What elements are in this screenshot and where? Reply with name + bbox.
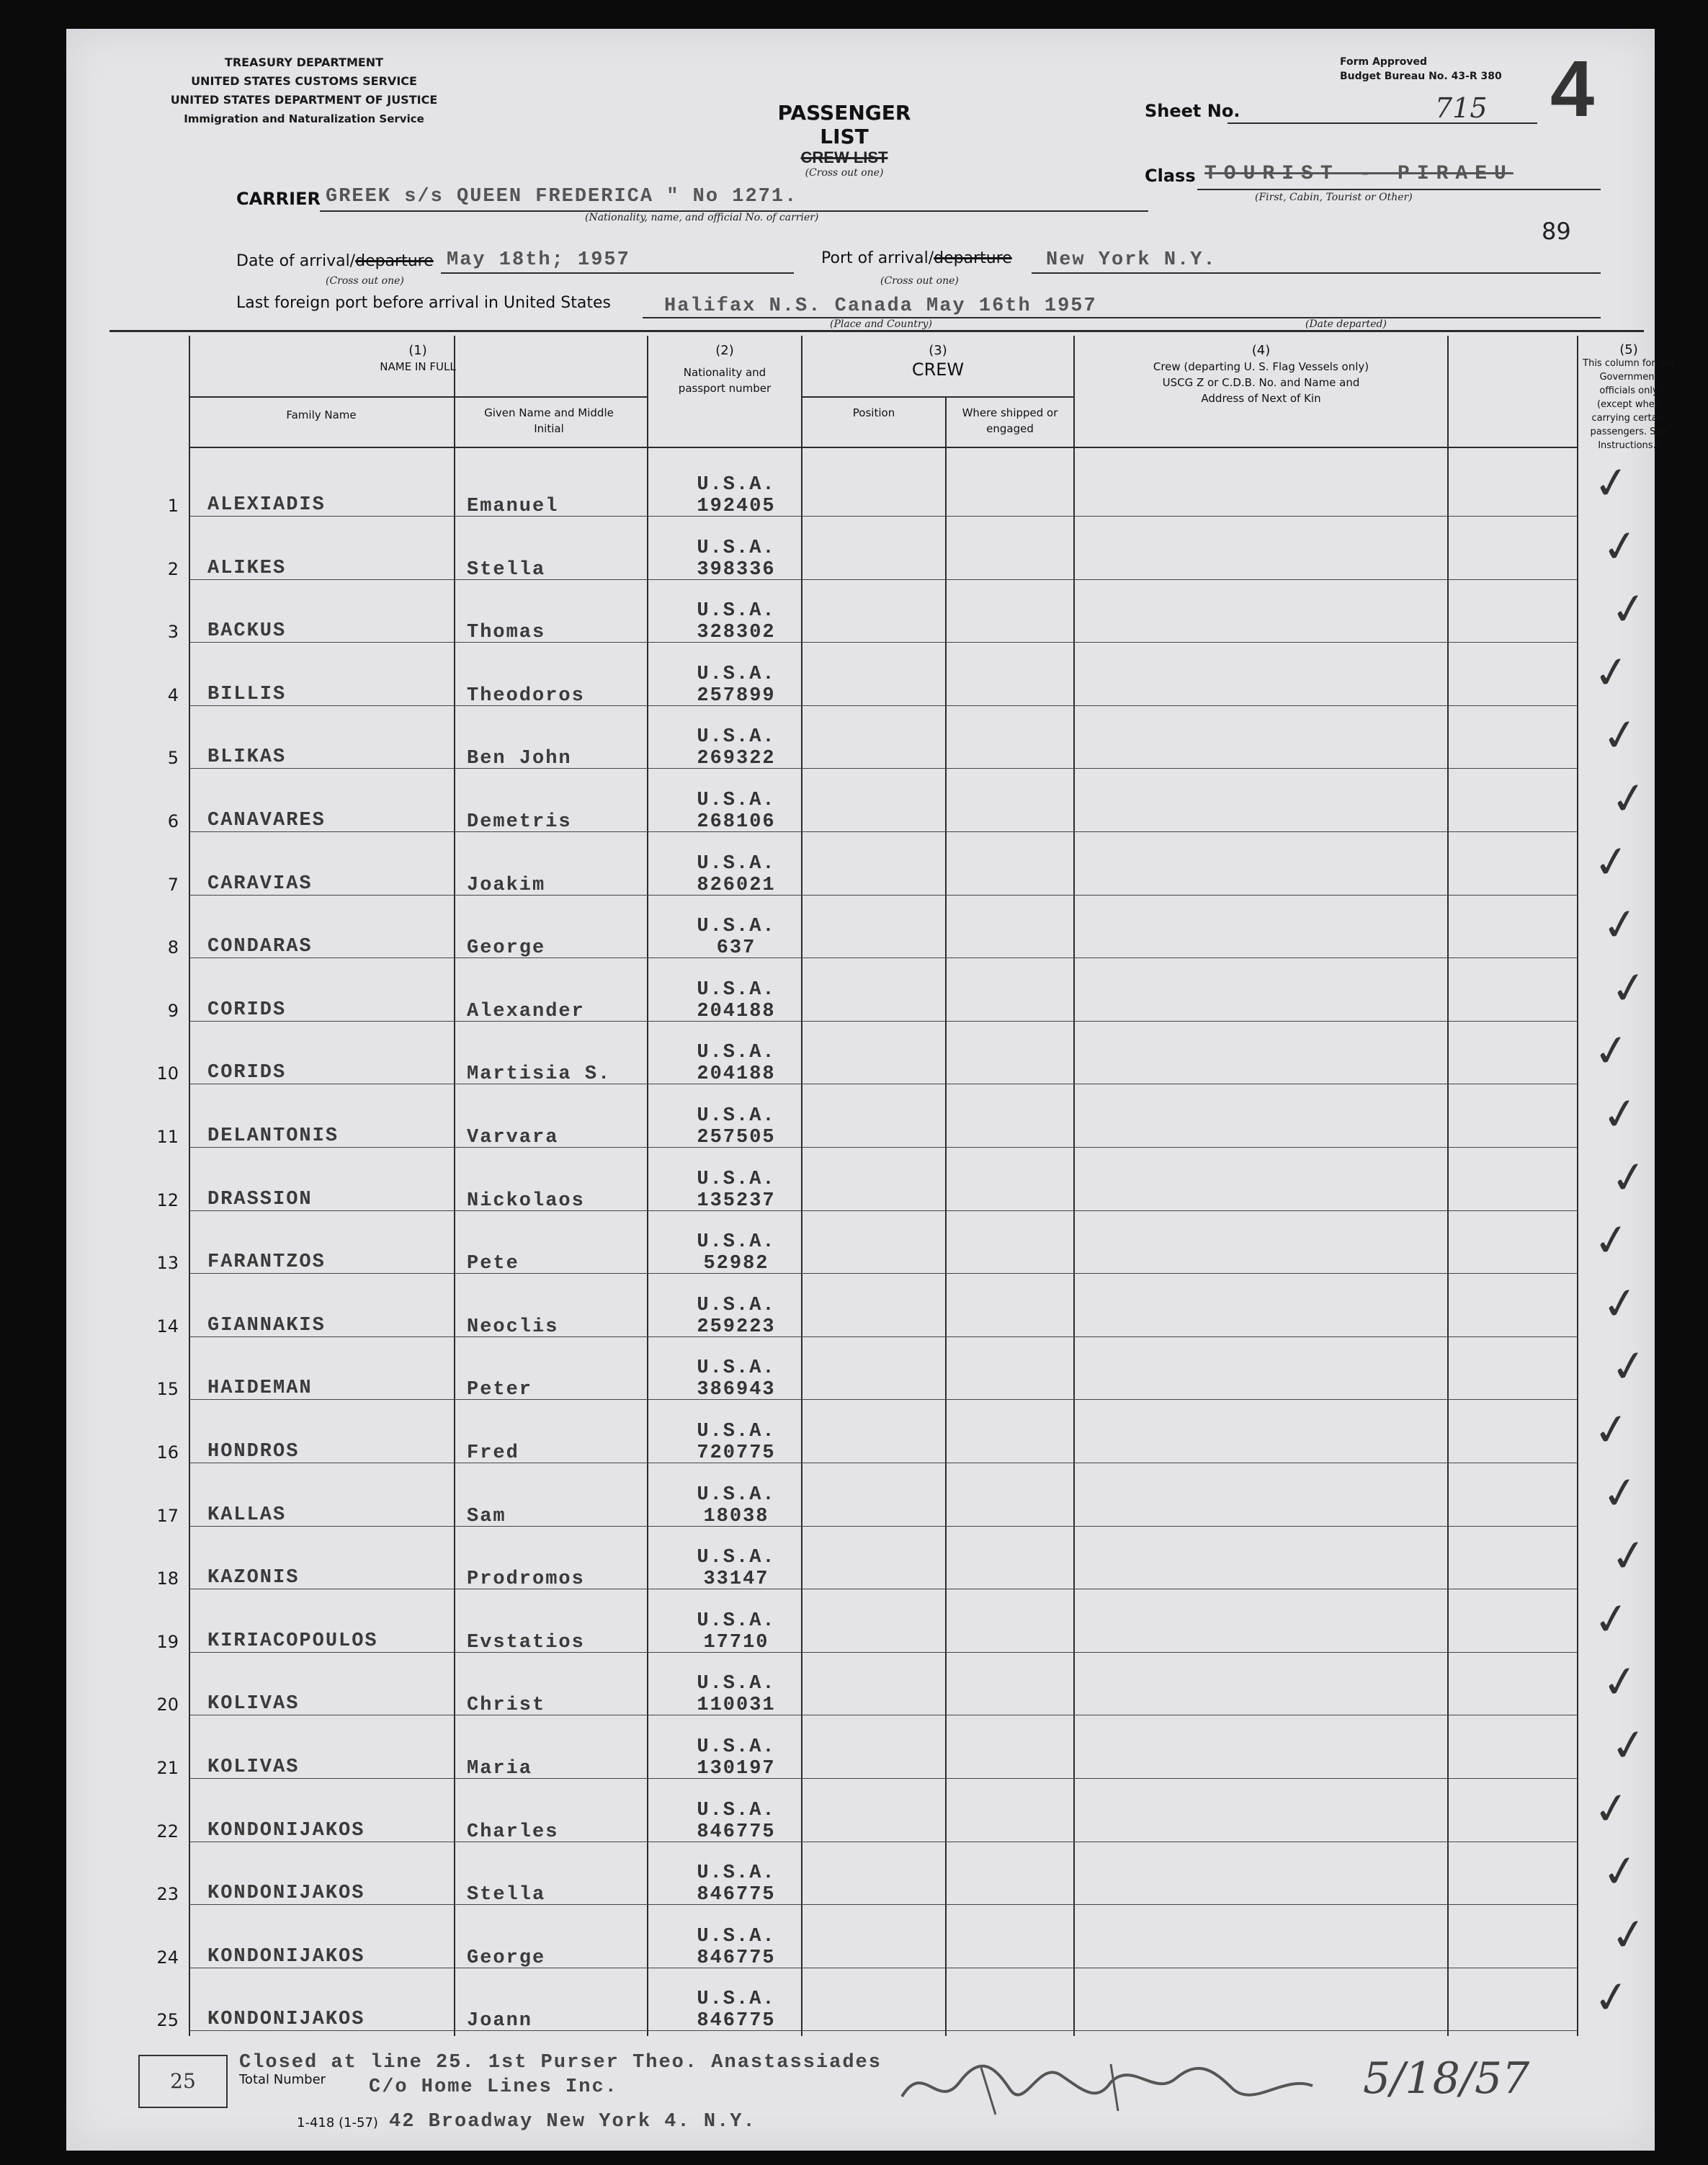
port-underline — [1032, 272, 1601, 274]
passport-number: 257505 — [697, 1127, 776, 1148]
crew-header: CREW — [911, 360, 965, 380]
nationality: U.S.A. — [697, 600, 776, 622]
row-number: 18 — [156, 1568, 179, 1589]
check-mark-icon: ✓ — [1590, 1402, 1633, 1458]
nationality: U.S.A. — [697, 1357, 776, 1380]
row-rule — [189, 1273, 1578, 1274]
nationality: U.S.A. — [697, 916, 776, 938]
nationality-passport — [664, 1862, 808, 1906]
crew-list-struck: CREW LIST — [800, 148, 888, 166]
nationality: U.S.A. — [697, 1862, 776, 1885]
check-mark-icon: ✓ — [1590, 1592, 1633, 1647]
cross-out-hint: (Cross out one) — [805, 167, 884, 179]
given-name: Fred — [467, 1442, 519, 1464]
nationality-passport — [664, 1547, 808, 1590]
family-name: CORIDS — [207, 999, 287, 1021]
page-title: PASSENGER LIST — [777, 101, 911, 148]
row-number: 9 — [167, 1000, 179, 1021]
given-name: Stella — [467, 1884, 546, 1906]
family-name: BLIKAS — [207, 746, 287, 769]
nationality: U.S.A. — [697, 978, 776, 1001]
vline-rownum — [189, 336, 190, 2036]
nationality: U.S.A. — [697, 1483, 776, 1506]
nationality: U.S.A. — [697, 1925, 776, 1947]
given-name: Christ — [467, 1695, 546, 1717]
family-name: ALIKES — [207, 557, 287, 579]
row-rule — [189, 642, 1578, 643]
vline-given — [647, 336, 648, 2036]
row-number: 17 — [156, 1505, 179, 1526]
family-name: KOLIVAS — [207, 1756, 300, 1778]
nationality-passport — [664, 1231, 808, 1275]
passport-number: 268106 — [697, 811, 776, 833]
date-label: Date of arrival/departure — [236, 252, 434, 270]
nationality: U.S.A. — [697, 726, 776, 749]
port-label: Port of arrival/departure — [821, 249, 1012, 267]
family-name: HAIDEMAN — [207, 1378, 313, 1400]
passport-number: 135237 — [697, 1189, 776, 1212]
family-name: ALEXIADIS — [207, 494, 326, 516]
nationality: U.S.A. — [697, 1736, 776, 1758]
passport-number: 398336 — [697, 558, 776, 581]
date-hint: (Cross out one) — [326, 275, 404, 287]
check-mark-icon: ✓ — [1607, 1150, 1650, 1205]
passport-number: 257899 — [697, 684, 776, 707]
class-label: Class — [1145, 166, 1196, 186]
row-number: 23 — [156, 1884, 179, 1905]
row-rule — [189, 1399, 1578, 1400]
family-name-header: Family Name — [286, 409, 357, 421]
check-mark-icon: ✓ — [1590, 455, 1633, 512]
nationality-passport — [664, 537, 808, 581]
check-mark-icon: ✓ — [1599, 898, 1642, 953]
class-value: TOURIST - PIRAEU — [1204, 163, 1513, 185]
check-mark-icon: ✓ — [1599, 1465, 1642, 1521]
given-name: Prodromos — [467, 1568, 585, 1591]
crew-desc-header: Crew (departing U. S. Flag Vessels only) USCG Z or C.D.B. No. and Name and Address of Next of Kin — [1153, 360, 1369, 405]
check-mark-icon: ✓ — [1599, 519, 1642, 574]
total-number-box: 25 — [138, 2055, 228, 2108]
row-number: 5 — [167, 748, 179, 769]
col4-number: (4) — [1251, 343, 1271, 358]
date-underline — [441, 272, 794, 274]
row-rule — [189, 831, 1578, 832]
nationality-passport — [664, 664, 808, 707]
agency-line-4: Immigration and Naturalization Service — [184, 112, 424, 125]
row-number: 20 — [156, 1695, 179, 1715]
nationality-passport — [664, 1610, 808, 1653]
family-name: DRASSION — [207, 1188, 313, 1210]
form-approved-block — [1340, 55, 1502, 84]
class-underline — [1197, 189, 1601, 190]
nationality: U.S.A. — [697, 1988, 776, 2011]
passport-number: 637 — [716, 937, 756, 960]
family-name: KONDONIJAKOS — [207, 2009, 365, 2031]
family-name: KAZONIS — [207, 1567, 300, 1589]
given-name: Maria — [467, 1758, 533, 1780]
check-mark-icon: ✓ — [1599, 1655, 1642, 1710]
closed-line-1: Closed at line 25. 1st Purser Theo. Anastassiades — [239, 2052, 882, 2074]
vline-col5 — [1577, 336, 1578, 2036]
row-rule — [189, 895, 1578, 896]
agency-line-2: UNITED STATES CUSTOMS SERVICE — [191, 74, 417, 88]
carrier-label: CARRIER — [236, 189, 321, 209]
nationality-passport — [664, 1926, 808, 1969]
given-name: Peter — [467, 1379, 533, 1401]
given-name: Neoclis — [467, 1316, 559, 1338]
crew-subheader-rule — [801, 396, 1073, 398]
given-name: George — [467, 1947, 546, 1969]
check-mark-icon: ✓ — [1607, 771, 1650, 827]
family-name: KIRIACOPOULOS — [207, 1630, 378, 1652]
nationality: U.S.A. — [697, 663, 776, 685]
row-number: 1 — [167, 496, 179, 516]
col3-header — [802, 343, 1073, 378]
passport-number: 846775 — [697, 1947, 776, 1969]
row-number: 8 — [167, 937, 179, 958]
check-mark-icon: ✓ — [1590, 1781, 1633, 1836]
nationality: U.S.A. — [697, 1231, 776, 1254]
name-in-full: NAME IN FULL — [380, 360, 456, 373]
passport-number: 18038 — [703, 1505, 769, 1527]
official-desc-header: This column for use Government officials only (except when carrying certain passengers. See Instructions.) — [1583, 358, 1675, 451]
passport-number: 386943 — [697, 1379, 776, 1401]
row-rule — [189, 1526, 1578, 1527]
class-hint: (First, Cabin, Tourist or Other) — [1255, 192, 1413, 203]
check-mark-icon: ✓ — [1607, 960, 1650, 1016]
given-name-header: Given Name and Middle Initial — [484, 406, 614, 435]
nationality-passport — [664, 1800, 808, 1843]
page-number: 89 — [1542, 218, 1571, 245]
given-name: Demetris — [467, 811, 572, 833]
passport-number: 826021 — [697, 874, 776, 896]
nationality-passport — [664, 1105, 808, 1148]
given-name: Evstatios — [467, 1631, 585, 1653]
form-approved: Form Approved — [1340, 56, 1428, 68]
row-rule — [189, 2030, 1578, 2031]
place-hint: (Place and Country) — [830, 318, 932, 330]
passport-number: 130197 — [697, 1758, 776, 1780]
row-rule — [189, 1778, 1578, 1779]
row-number: 7 — [167, 874, 179, 895]
family-name: KALLAS — [207, 1504, 287, 1526]
row-rule — [189, 768, 1578, 769]
col1-header — [189, 343, 647, 375]
check-mark-icon: ✓ — [1590, 1213, 1633, 1269]
check-mark-icon: ✓ — [1590, 834, 1633, 890]
given-name: Charles — [467, 1821, 559, 1843]
nationality-passport — [664, 600, 808, 643]
nationality: U.S.A. — [697, 1673, 776, 1695]
family-name: CARAVIAS — [207, 872, 313, 895]
nationality-passport — [664, 1421, 808, 1464]
name-subheader-rule — [189, 396, 647, 398]
passenger-list-document — [66, 29, 1675, 2151]
family-name: KONDONIJAKOS — [207, 1945, 365, 1968]
passport-number: 204188 — [697, 1063, 776, 1086]
passport-number: 328302 — [697, 622, 776, 644]
form-number: 1-418 (1-57) — [297, 2115, 378, 2130]
row-number: 12 — [156, 1189, 179, 1210]
total-number-label: Total Number — [239, 2072, 326, 2087]
nationality: U.S.A. — [697, 790, 776, 811]
check-mark-icon: ✓ — [1599, 1086, 1642, 1143]
row-rule — [189, 1210, 1578, 1211]
nationality-passport — [664, 790, 808, 833]
where-shipped-header: Where shipped or engaged — [962, 406, 1058, 435]
check-mark-icon: ✓ — [1599, 1844, 1642, 1900]
col5-number: (5) — [1619, 342, 1638, 357]
passport-number: 33147 — [703, 1568, 769, 1591]
date-value: May 18th; 1957 — [447, 249, 630, 271]
nationality-passport — [664, 1484, 808, 1527]
given-name: Nickolaos — [467, 1189, 585, 1212]
nationality-passport — [664, 1295, 808, 1338]
family-name: KONDONIJAKOS — [207, 1819, 365, 1842]
port-hint: (Cross out one) — [880, 275, 959, 287]
nationality-passport — [664, 853, 808, 896]
check-mark-icon: ✓ — [1607, 582, 1650, 638]
nationality-passport — [664, 1357, 808, 1401]
sheet-label: Sheet No. — [1145, 101, 1240, 121]
given-name: Pete — [467, 1253, 519, 1275]
given-name: Theodoros — [467, 684, 585, 707]
header-bottom-rule — [189, 447, 1578, 448]
row-rule — [189, 1652, 1578, 1653]
given-name: Ben John — [467, 748, 572, 770]
title-block — [751, 101, 938, 179]
given-name: Alexander — [467, 1000, 585, 1022]
family-name: KOLIVAS — [207, 1693, 300, 1715]
passport-number: 204188 — [697, 1000, 776, 1022]
row-number: 14 — [156, 1316, 179, 1336]
passport-number: 846775 — [697, 1884, 776, 1906]
row-rule — [189, 705, 1578, 706]
table-top-rule — [109, 330, 1644, 332]
check-mark-icon: ✓ — [1599, 1276, 1642, 1331]
date-departed-hint: (Date departed) — [1305, 318, 1387, 330]
agency-line-3: UNITED STATES DEPARTMENT OF JUSTICE — [170, 93, 438, 107]
agency-block — [153, 53, 455, 128]
passport-number: 259223 — [697, 1316, 776, 1338]
nationality-passport — [664, 1673, 808, 1716]
row-number: 6 — [167, 811, 179, 831]
row-number: 15 — [156, 1379, 179, 1400]
carrier-value: GREEK s/s QUEEN FREDERICA " No 1271. — [326, 186, 798, 207]
given-name: Stella — [467, 558, 546, 581]
nationality: U.S.A. — [697, 1294, 776, 1316]
nationality: U.S.A. — [697, 1610, 776, 1632]
nationality: U.S.A. — [697, 1547, 776, 1569]
given-name: Varvara — [467, 1127, 559, 1148]
sheet-number-big: 4 — [1550, 45, 1595, 133]
handwritten-date: 5/18/57 — [1363, 2053, 1530, 2104]
col1-number: (1) — [408, 343, 427, 358]
nationality-passport — [664, 1169, 808, 1212]
position-header: Position — [852, 406, 895, 419]
row-rule — [189, 1021, 1578, 1022]
vline-crew4 — [1447, 336, 1449, 2036]
col3-number: (3) — [929, 343, 947, 358]
row-number: 3 — [167, 622, 179, 643]
nationality: U.S.A. — [697, 1042, 776, 1064]
check-mark-icon: ✓ — [1590, 645, 1633, 700]
family-name: KONDONIJAKOS — [207, 1883, 365, 1905]
row-rule — [189, 957, 1578, 958]
last-port-label: Last foreign port before arrival in United States — [236, 294, 611, 312]
given-name: George — [467, 937, 546, 960]
family-name: HONDROS — [207, 1441, 300, 1463]
family-name: CANAVARES — [207, 810, 326, 831]
given-name: Sam — [467, 1505, 506, 1527]
vline-family — [454, 336, 455, 2036]
row-number: 25 — [156, 2010, 179, 2031]
passport-number: 720775 — [697, 1442, 776, 1464]
col5-header — [1578, 343, 1679, 452]
row-rule — [189, 516, 1578, 517]
check-mark-icon: ✓ — [1590, 1024, 1633, 1079]
passport-number: 17710 — [703, 1631, 769, 1653]
vline-where — [1073, 336, 1075, 2036]
check-mark-icon: ✓ — [1590, 1970, 1633, 2026]
signature-scribble — [895, 2046, 1327, 2125]
nationality-passport — [664, 726, 808, 769]
closed-line-2: C/o Home Lines Inc. — [369, 2076, 618, 2098]
family-name: BACKUS — [207, 620, 287, 643]
row-number: 11 — [156, 1127, 179, 1147]
given-name: Thomas — [467, 622, 546, 644]
nationality: U.S.A. — [697, 852, 776, 875]
given-name: Joakim — [467, 874, 546, 896]
family-name: GIANNAKIS — [207, 1314, 326, 1336]
nationality: U.S.A. — [697, 1799, 776, 1821]
budget-bureau: Budget Bureau No. 43-R 380 — [1340, 71, 1502, 82]
passport-number: 846775 — [697, 2010, 776, 2032]
nationality-header: Nationality and passport number — [678, 366, 772, 395]
row-number: 13 — [156, 1253, 179, 1274]
given-name: Martisia S. — [467, 1063, 612, 1086]
row-number: 24 — [156, 1947, 179, 1968]
last-port-underline — [643, 317, 1601, 318]
family-name: BILLIS — [207, 683, 287, 705]
row-number: 21 — [156, 1758, 179, 1778]
check-mark-icon: ✓ — [1599, 708, 1642, 764]
family-name: CORIDS — [207, 1062, 287, 1084]
agency-line-1: TREASURY DEPARTMENT — [224, 55, 384, 69]
sheet-underline — [1228, 122, 1537, 124]
family-name: DELANTONIS — [207, 1125, 339, 1147]
passport-number: 846775 — [697, 1821, 776, 1843]
col4-header — [1075, 343, 1447, 406]
passport-number: 110031 — [697, 1695, 776, 1717]
col2-number: (2) — [715, 343, 734, 358]
nationality: U.S.A. — [697, 474, 776, 496]
nationality-passport — [664, 474, 808, 517]
check-mark-icon: ✓ — [1607, 1529, 1650, 1584]
row-number: 16 — [156, 1442, 179, 1463]
row-number: 10 — [156, 1063, 179, 1084]
nationality-passport — [664, 979, 808, 1022]
nationality: U.S.A. — [697, 1168, 776, 1190]
nationality-passport — [664, 916, 808, 959]
nationality: U.S.A. — [697, 1105, 776, 1127]
col2-header — [648, 343, 801, 396]
check-mark-icon: ✓ — [1607, 1907, 1650, 1963]
row-number: 19 — [156, 1631, 179, 1652]
nationality: U.S.A. — [697, 1421, 776, 1442]
row-rule — [189, 1336, 1578, 1337]
row-number: 4 — [167, 684, 179, 705]
address-line: 42 Broadway New York 4. N.Y. — [389, 2111, 756, 2133]
nationality-passport — [664, 1736, 808, 1780]
given-name: Joann — [467, 2010, 533, 2032]
nationality: U.S.A. — [697, 537, 776, 559]
last-port-value: Halifax N.S. Canada May 16th 1957 — [664, 295, 1097, 317]
row-number: 22 — [156, 1821, 179, 1842]
sheet-value: 715 — [1435, 92, 1488, 124]
carrier-hint: (Nationality, name, and official No. of carrier) — [585, 212, 819, 223]
check-mark-icon: ✓ — [1607, 1339, 1650, 1395]
family-name: CONDARAS — [207, 936, 313, 958]
port-value: New York N.Y. — [1046, 249, 1217, 271]
passport-number: 192405 — [697, 496, 776, 517]
row-number: 2 — [167, 558, 179, 579]
nationality-passport — [664, 1988, 808, 2032]
check-mark-icon: ✓ — [1607, 1718, 1650, 1774]
family-name: FARANTZOS — [207, 1251, 326, 1274]
nationality-passport — [664, 1042, 808, 1085]
row-rule — [189, 1904, 1578, 1905]
passport-number: 269322 — [697, 748, 776, 770]
given-name: Emanuel — [467, 496, 559, 517]
row-rule — [189, 1147, 1578, 1148]
row-rule — [189, 579, 1578, 580]
passport-number: 52982 — [703, 1253, 769, 1275]
